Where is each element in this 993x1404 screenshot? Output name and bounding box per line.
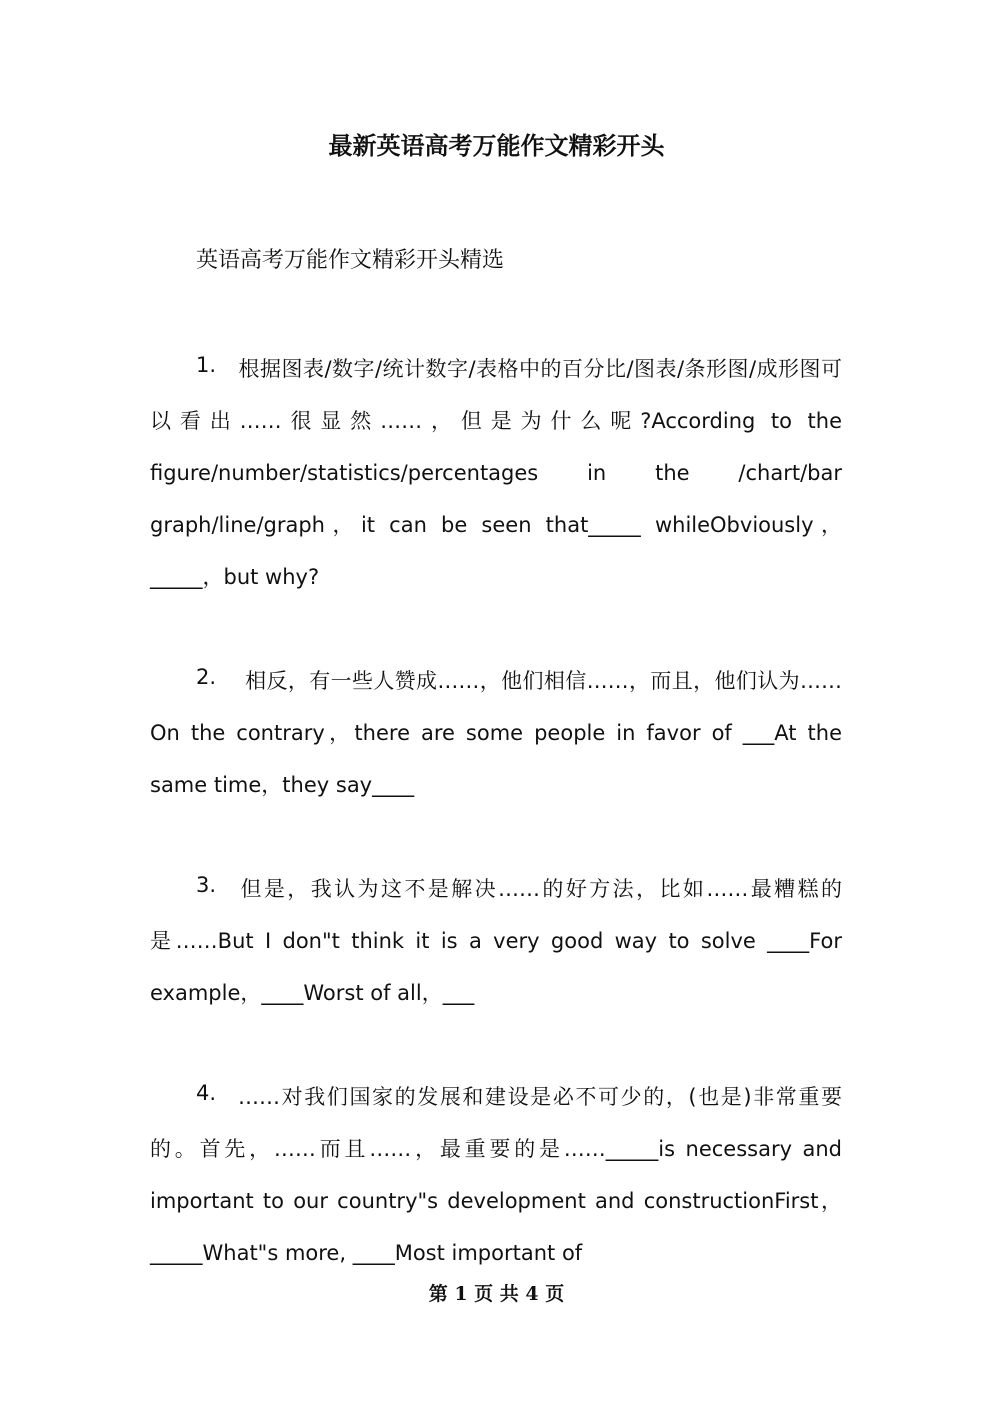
- paragraph-3: [150, 859, 842, 1019]
- paragraph-number: 3.: [196, 873, 217, 897]
- page-footer: 第 1 页 共 4 页: [428, 1283, 565, 1305]
- paragraph-text: ……对我们国家的发展和建设是必不可少的，(也是)非常重要的。首先，……而且……，最重要的是……_____is necessary and important to our country"s development and constructionFirst，_____What"s more, ____Most important of: [150, 1085, 842, 1265]
- paragraph-number: 2.: [196, 665, 217, 689]
- paragraph-4: [150, 1067, 842, 1279]
- paragraph-number: 4.: [196, 1081, 217, 1105]
- document-subtitle: 英语高考万能作文精彩开头精选: [196, 248, 505, 273]
- paragraph-2: [150, 651, 842, 811]
- paragraph-text: 根据图表/数字/统计数字/表格中的百分比/图表/条形图/成形图可以看出……很显然……，但是为什么呢?According to the figure/number/statistics/percentages in the /chart/bar graph/line/graph，it can be seen that_____ whileObviously，_____，but why?: [150, 357, 842, 589]
- document-title: 最新英语高考万能作文精彩开头: [328, 132, 665, 160]
- paragraph-1: [150, 339, 842, 603]
- paragraph-text: 但是，我认为这不是解决……的好方法，比如……最糟糕的是……But I don"t think it is a very good way to solve ____For example，____Worst of all，___: [150, 877, 842, 1005]
- paragraph-text: 相反，有一些人赞成……，他们相信……，而且，他们认为……On the contrary，there are some people in favor of ___At the same time，they say____: [150, 669, 842, 797]
- paragraph-number: 1.: [196, 353, 217, 377]
